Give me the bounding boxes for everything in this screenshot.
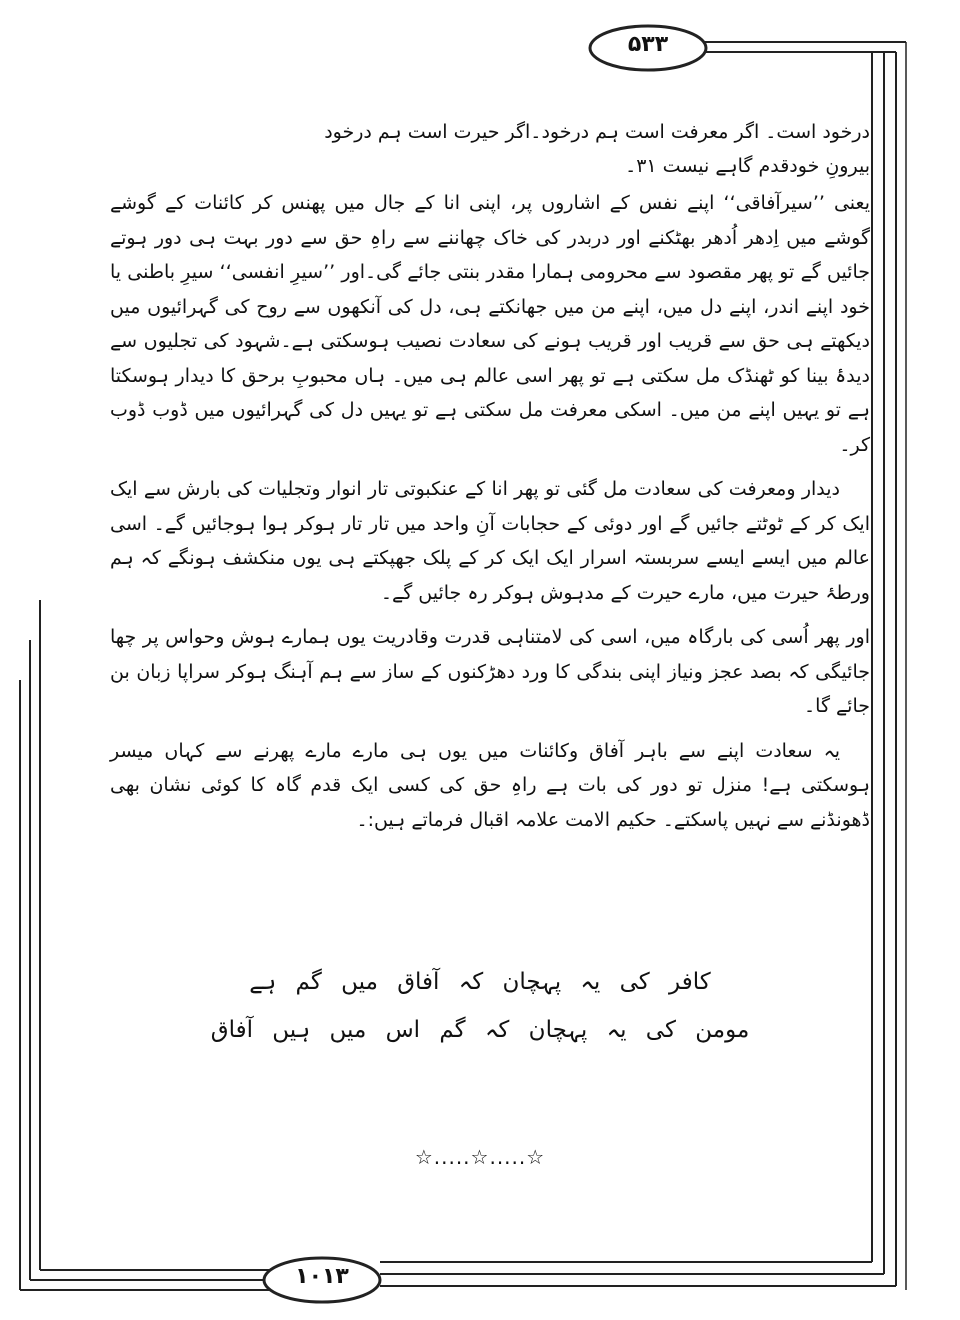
couplet-line-1: کافر کی یہ پہچان کہ آفاق میں گم ہے — [249, 969, 711, 995]
paragraph-4: یہ سعادت اپنے سے باہر آفاق وکائنات میں یوں ہی مارے مارے پھرنے سے کہاں میسر ہوسکتی ہے! منزل تو دور کی بات ہے راہِ حق کی کسی ایک قدم گاہ کا کوئی نشان بھی ڈھونڈنے سے نہیں پاسکتے۔ حکیم الامت علامہ اقبال فرماتے ہیں:۔ — [110, 739, 870, 831]
paragraph-3: اور پھر اُسی کی بارگاہ میں، اسی کی لامتناہی قدرت وقادریت یوں ہمارے ہوش وحواس پر چھا جائیگی کہ بصد عجز ونیاز اپنی بندگی کا ورد دھڑکنوں کے ساز سے ہم آہنگ ہوکر سراپا زبان بن جائے گا۔ — [110, 626, 870, 717]
couplet-line-2: مومن کی یہ پہچان کہ گم اس میں ہیں آفاق — [210, 1017, 750, 1043]
bottom-page-number: ۱۰۱۳ — [295, 1264, 349, 1289]
body-text — [110, 186, 870, 847]
paragraph-1: یعنی ’’سیرآفاقی‘‘ اپنے نفس کے اشاروں پر، اپنی انا کے جال میں پھنس کر کائنات کے گوشے گوشے میں اِدھر اُدھر بھٹکنے اور دربدر کی خاک چھاننے سے راہِ حق سے دور بہت ہی دور ہوتے جائیں گے تو پھر مقصود سے محرومی ہمارا مقدر بنتی جائے گی۔اور ’’سیرِ انفسی‘‘ سیرِ باطنی یا خود اپنے اندر، اپنے دل میں، اپنے من میں جھانکتے ہی، دل کی آنکھوں سے روح کی گہرائیوں میں دیکھتے ہی حق سے قریب اور قریب ہونے کی سعادت نصیب ہوسکتی ہے۔شہود کی تجلیوں سے دیدۂ بینا کو ٹھنڈک مل سکتی ہے تو پھر اسی عالم ہی میں۔ ہاں محبوبِ برحق کا دیدار ہوسکتا ہے تو یہیں اپنے من میں۔ اسکی معرفت مل سکتی ہے تو یہیں دل کی گہرائیوں میں ڈوب ڈوب کر۔ — [110, 192, 870, 456]
intro-line-1: درخود است۔ اگر معرفت است ہم درخود۔اگر حیرت است ہم درخود — [324, 121, 870, 143]
persian-quote — [210, 115, 870, 183]
top-page-number: ۵۳۳ — [627, 32, 669, 57]
iqbal-couplet — [200, 958, 760, 1054]
section-separator: ☆.....☆.....☆ — [414, 1145, 546, 1169]
intro-line-2: بیرونِ خودقدم گاہے نیست ۳۱۔ — [625, 155, 870, 177]
paragraph-2: دیدار ومعرفت کی سعادت مل گئی تو پھر انا کے عنکبوتی تار انوار وتجلیات کی بارش سے ایک ایک کر کے ٹوٹتے جائیں گے اور دوئی کے حجابات آنِ واحد میں تار تار ہوکر ہوا ہوجائیں گے۔ اسی عالم میں ایسے ایسے سربستہ اسرار ایک ایک کر کے پلک جھپکتے ہی یوں منکشف ہونگے کہ ہم ورطۂ حیرت میں، مارے حیرت کے مدہوش ہوکر رہ جائیں گے۔ — [110, 478, 870, 604]
